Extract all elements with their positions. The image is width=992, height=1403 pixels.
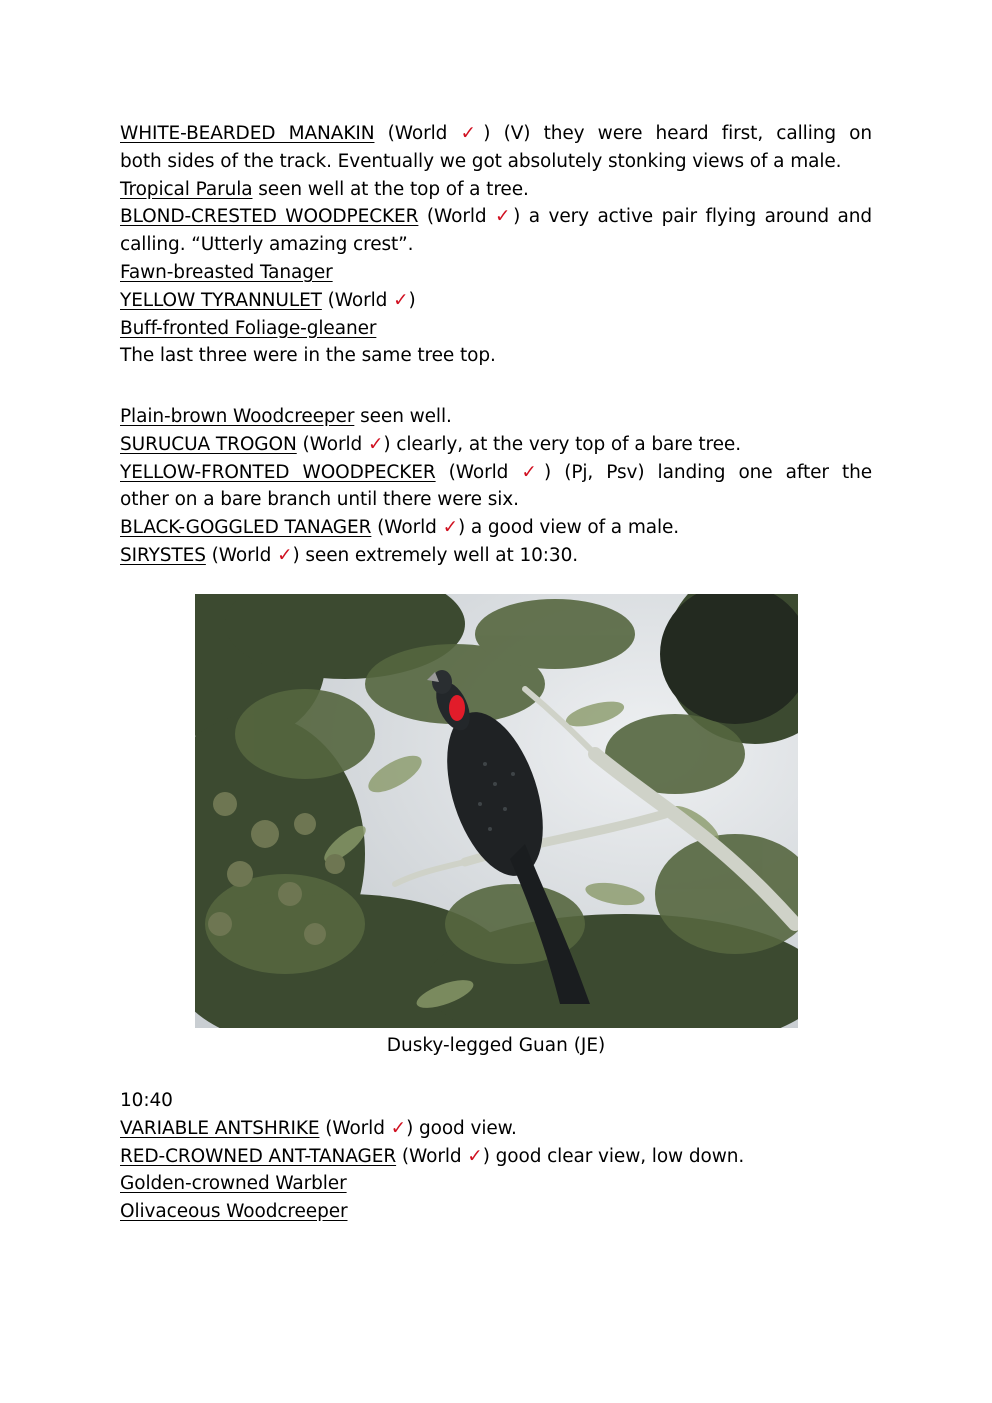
note-text: good view. [418,1117,517,1139]
tick-icon: ✓ [495,206,514,228]
sighting-line [120,176,872,204]
sighting-line [120,1170,872,1198]
tick-icon: ✓ [393,289,409,311]
note-text: a good view of a male. [470,517,680,539]
sighting-line [120,431,872,459]
tick-icon: ✓ [277,544,293,566]
sighting-line [120,148,872,176]
species-name: BLACK-GOGGLED TANAGER [120,517,372,539]
species-name: Golden-crowned Warbler [120,1173,347,1195]
world-label-close: ) [544,461,552,483]
sighting-line [120,542,872,570]
world-label: (World [327,289,394,311]
sighting-line [120,231,872,259]
sighting-line [120,342,872,370]
world-label: (World [325,1117,391,1139]
tick-icon: ✓ [367,433,384,455]
note-text: (V) they were heard first, calling on [503,123,872,144]
note-text: both sides of the track. Eventually we got absolutely stonking views of a male. [120,150,842,172]
tick-icon: ✓ [442,517,458,539]
note-text: other on a bare branch until there were six. [120,489,519,511]
note-text: seen extremely well at 10:30. [305,544,579,566]
tick-icon: ✓ [460,123,484,144]
species-name: Buff-fronted Foliage-gleaner [120,317,377,339]
note-text: (Pj, Psv) landing one after the [564,461,872,483]
note-text: calling. “Utterly amazing crest”. [120,234,414,256]
sightings-block-1 [120,120,872,370]
species-name: YELLOW TYRANNULET [120,289,322,311]
world-label: (World [302,433,368,455]
sighting-line [120,1143,872,1171]
tick-icon: ✓ [390,1117,407,1139]
species-name: YELLOW-FRONTED WOODPECKER [120,461,436,483]
world-label: (World [387,123,461,144]
species-name: Plain-brown Woodcreeper [120,406,355,427]
sighting-line [120,1198,872,1226]
world-label-close: ) [406,1117,414,1139]
world-label: (World [211,544,278,566]
note-text: seen well at the top of a tree. [258,178,529,200]
world-label: (World [377,517,443,539]
world-label-close: ) [482,1145,490,1167]
tick-icon: ✓ [521,461,545,483]
sighting-line [120,1087,872,1115]
sighting-line [120,203,872,231]
world-label-close: ) [513,206,521,228]
sighting-line [120,403,872,431]
species-name: WHITE-BEARDED MANAKIN [120,123,375,144]
sightings-block-3 [120,1087,872,1226]
sighting-line [120,315,872,343]
sighting-line [120,486,872,514]
world-label-close: ) [457,517,466,539]
note-text: seen well. [360,406,452,427]
sighting-line [120,514,872,542]
sighting-line [120,259,872,287]
note-text: good clear view, low down. [495,1145,745,1167]
note-text: 10:40 [120,1090,173,1111]
world-label: (World [426,206,496,228]
species-name: BLOND-CRESTED WOODPECKER [120,206,419,228]
photo-caption: Dusky-legged Guan (JE) [386,1035,606,1056]
world-label-close: ) [383,433,391,455]
world-label-close: ) [292,544,300,566]
world-label: (World [401,1145,468,1167]
note-text: The last three were in the same tree top. [120,345,496,367]
sightings-block-2 [120,403,872,570]
world-label-close: ) [408,289,416,311]
species-name: Fawn-breasted Tanager [120,261,333,283]
species-name: VARIABLE ANTSHRIKE [120,1117,320,1139]
world-label-close: ) [483,123,491,144]
world-label: (World [448,461,522,483]
species-name: SIRYSTES [120,544,206,566]
sighting-line [120,459,872,487]
note-text: clearly, at the very top of a bare tree. [396,433,741,455]
sighting-line [120,287,872,315]
sighting-line [120,120,872,148]
tick-icon: ✓ [467,1145,483,1167]
species-name: RED-CROWNED ANT-TANAGER [120,1145,397,1167]
species-name: Olivaceous Woodcreeper [120,1201,348,1223]
sighting-line [120,1115,872,1143]
species-name: SURUCUA TROGON [120,433,297,455]
note-text: a very active pair flying around and [528,206,872,228]
species-name: Tropical Parula [120,178,253,200]
dusky-legged-guan-photo [195,594,798,1028]
